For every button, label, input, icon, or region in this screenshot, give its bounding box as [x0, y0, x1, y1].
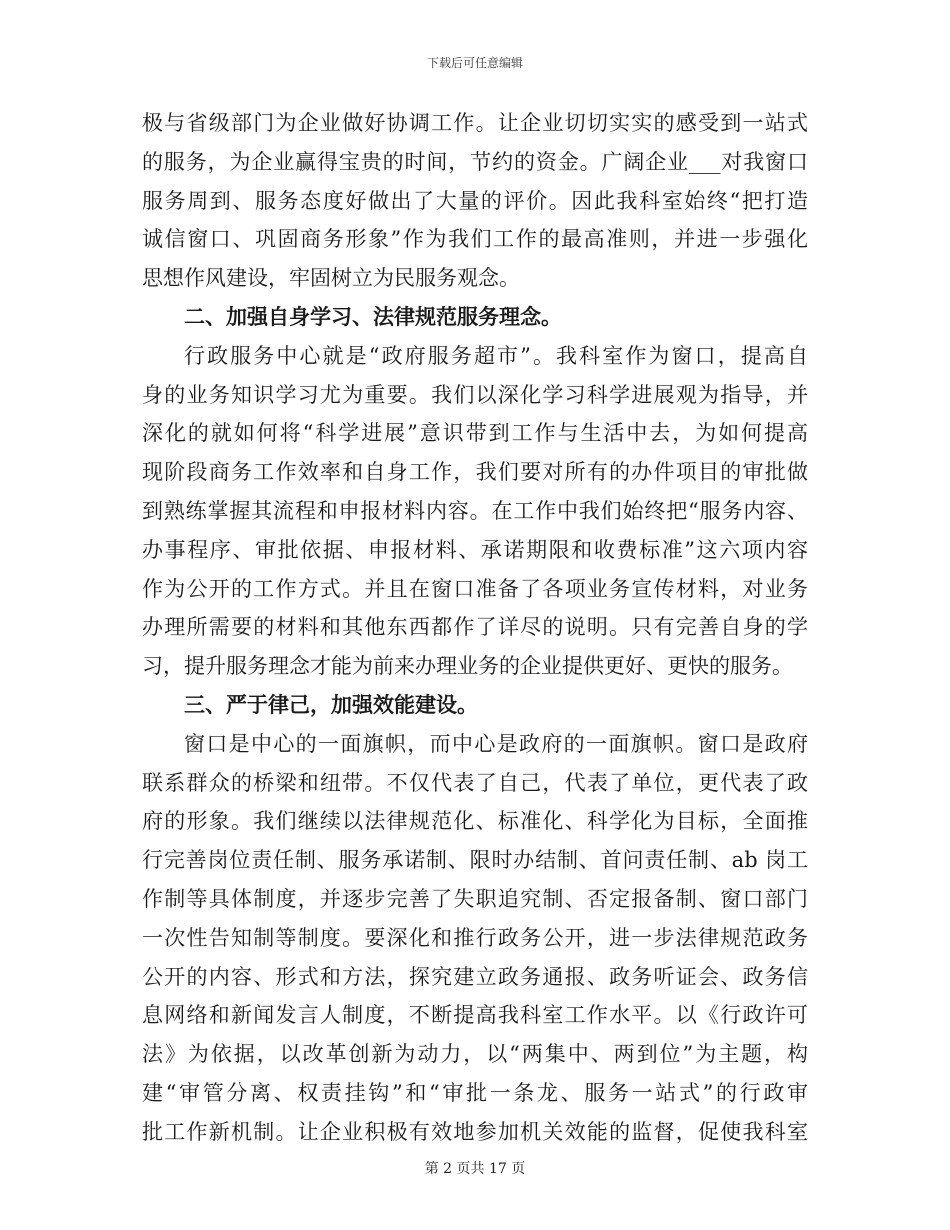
text-line: 办理所需要的材料和其他东西都作了详尽的说明。只有完善自身的学 — [142, 615, 808, 640]
text-line: 习，提升服务理念才能为前来办理业务的企业提供更好、更快的服务。 — [142, 654, 793, 679]
text-line: 公开的内容、形式和方法，探究建立政务通报、政务听证会、政务信 — [142, 964, 808, 989]
text-line: 行完善岗位责任制、服务承诺制、限时办结制、首问责任制、ab 岗工 — [142, 848, 808, 873]
text-line: 现阶段商务工作效率和自身工作，我们要对所有的办件项目的审批做 — [142, 460, 808, 485]
text-line: 的服务，为企业赢得宝贵的时间，节约的资金。广阔企业___对我窗口 — [142, 149, 808, 174]
text-line: 极与省级部门为企业做好协调工作。让企业切切实实的感受到一站式 — [142, 111, 808, 135]
text-line: 行政服务中心就是“政府服务超市”。我科室作为窗口，提高自 — [184, 343, 808, 368]
text-line: 深化的就如何将“科学进展”意识带到工作与生活中去，为如何提高 — [142, 421, 808, 446]
text-line: 府的形象。我们继续以法律规范化、标准化、科学化为目标，全面推 — [142, 809, 808, 834]
text-line: 办事程序、审批依据、申报材料、承诺期限和收费标准”这六项内容 — [142, 537, 808, 562]
text-line: 一次性告知制等制度。要深化和推行政务公开，进一步法律规范政务 — [142, 925, 808, 950]
text-line: 联系群众的桥梁和纽带。不仅代表了自己，代表了单位，更代表了政 — [142, 770, 808, 795]
text-line: 身的业务知识学习尤为重要。我们以深化学习科学进展观为指导，并 — [142, 382, 808, 407]
text-line: 批工作新机制。让企业积极有效地参加机关效能的监督，促使我科室 — [142, 1119, 808, 1144]
text-line: 诚信窗口、巩固商务形象”作为我们工作的最高准则，并进一步强化 — [142, 227, 808, 252]
text-line: 作为公开的工作方式。并且在窗口准备了各项业务宣传材料，对业务 — [142, 576, 808, 601]
text-line: 服务周到、服务态度好做出了大量的评价。因此我科室始终“把打造 — [142, 188, 808, 213]
text-line: 到熟练掌握其流程和申报材料内容。在工作中我们始终把“服务内容、 — [142, 498, 808, 523]
section-heading: 三、严于律己，加强效能建设。 — [184, 691, 478, 717]
page-footer: 第 2 页共 17 页 — [424, 1161, 526, 1177]
text-line: 窗口是中心的一面旗帜，而中心是政府的一面旗帜。窗口是政府 — [184, 731, 808, 756]
text-line: 建“审管分离、权责挂钩”和“审批一条龙、服务一站式”的行政审 — [142, 1080, 808, 1105]
document-body — [142, 104, 808, 1152]
header-note: 下载后可任意编辑 — [426, 56, 523, 70]
text-line: 作制等具体制度，并逐步完善了失职追究制、否定报备制、窗口部门 — [142, 886, 808, 911]
text-line: 法》为依据，以改革创新为动力，以“两集中、两到位”为主题，构 — [142, 1042, 808, 1067]
text-line: 思想作风建设，牢固树立为民服务观念。 — [142, 266, 520, 291]
section-heading: 二、加强自身学习、法律规范服务理念。 — [184, 303, 562, 329]
text-line: 息网络和新闻发言人制度，不断提高我科室工作水平。以《行政许可 — [142, 1003, 808, 1028]
